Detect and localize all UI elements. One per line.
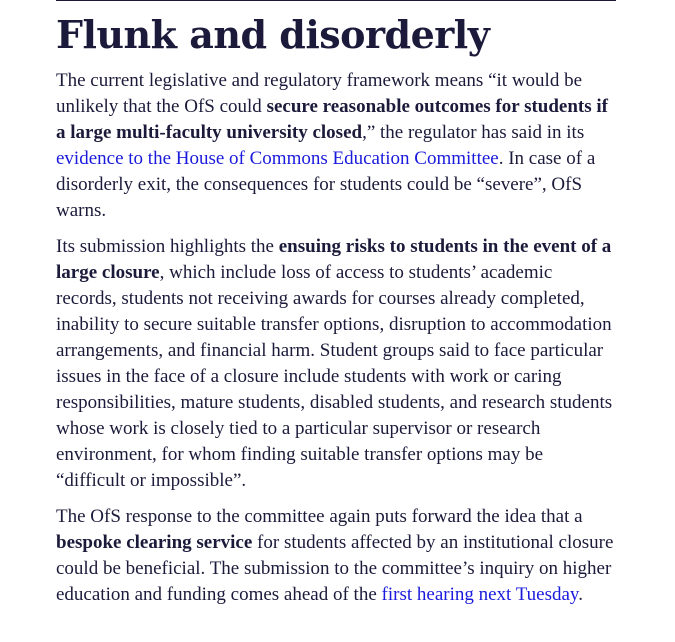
paragraph-3 (56, 504, 616, 608)
paragraph-1 (56, 68, 616, 224)
first-hearing-link[interactable]: first hearing next Tuesday (381, 584, 579, 605)
article (56, 0, 616, 618)
paragraph-3-bold: bespoke clearing service (56, 532, 253, 553)
paragraph-3-text: for students affected by an institutional closure could be beneficial. The submission to the committee’s inquiry on higher education and funding comes ahead of the (56, 532, 614, 605)
paragraph-1-bold: secure reasonable outcomes for students if a large multi-faculty university closed (56, 96, 609, 143)
paragraph-3-text: . (578, 584, 583, 605)
top-divider (56, 0, 616, 1)
paragraph-1-text: . In case of a disorderly exit, the consequences for students could be “severe”, OfS warns. (56, 148, 596, 221)
paragraph-2-text: Its submission highlights the (56, 236, 279, 257)
paragraph-3-text: The OfS response to the committee again puts forward the idea that a (56, 506, 583, 527)
paragraph-1-text: The current legislative and regulatory framework means “it would be unlikely that the OfS could (56, 70, 582, 117)
evidence-link[interactable]: evidence to the House of Commons Education Committee (56, 148, 499, 169)
article-heading: Flunk and disorderly (56, 12, 490, 57)
paragraph-2-bold: ensuing risks to students in the event of a large closure (56, 236, 612, 283)
paragraph-2-text: , which include loss of access to students’ academic records, students not receiving awards for courses already completed, inability to secure suitable transfer options, disruption to accommodation arrangements, and financial harm. Student groups said to face particular issues in the face of a closure include students with work or caring responsibilities, mature students, disabled students, and research students whose work is closely tied to a particular supervisor or research environment, for whom finding suitable transfer options may be “difficult or impossible”. (56, 262, 613, 491)
paragraph-2 (56, 234, 616, 494)
paragraph-1-text: ,” the regulator has said in its (362, 122, 585, 143)
